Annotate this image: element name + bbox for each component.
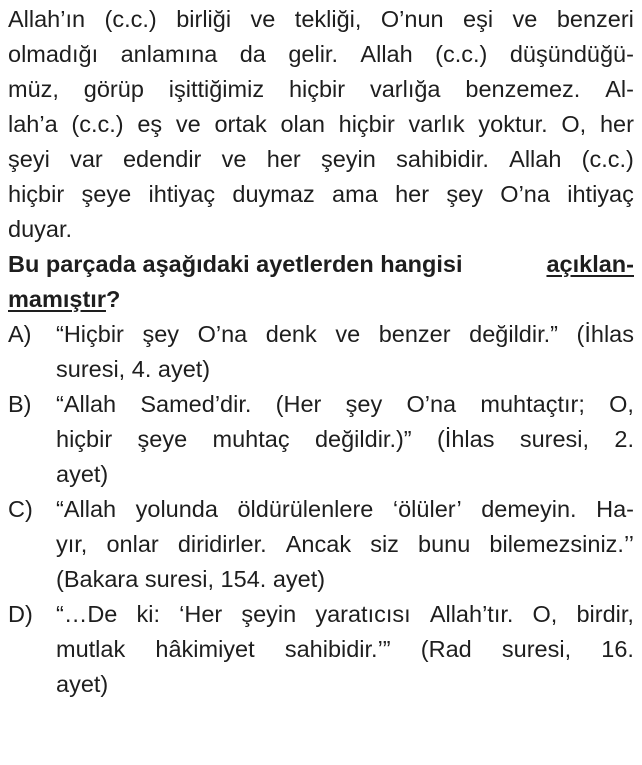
- passage-line: [8, 72, 634, 106]
- word: olmadığı: [8, 41, 99, 67]
- word: mutlak: [56, 636, 126, 662]
- option-letter: B): [8, 391, 32, 417]
- option-text-line: (Bakara suresi, 154. ayet): [56, 566, 326, 592]
- option-letter: D): [8, 601, 33, 627]
- word: hâkimiyet: [155, 636, 255, 662]
- word: tekliği,: [294, 6, 362, 32]
- passage-line: [8, 142, 634, 176]
- word: Allah: [509, 146, 562, 172]
- option-text-line: ayet): [56, 671, 109, 697]
- word: sahibidir.’”: [284, 636, 391, 662]
- word: gelir.: [288, 41, 338, 67]
- word: O’na: [500, 181, 550, 207]
- word: Ha-: [596, 496, 634, 522]
- question-mark: ?: [105, 286, 121, 312]
- option-text-line: [56, 597, 634, 631]
- word: onlar: [106, 531, 159, 557]
- word: denk: [265, 321, 317, 347]
- word: değildir.”: [469, 321, 558, 347]
- word: ve: [250, 6, 276, 32]
- word: 16.: [601, 636, 634, 662]
- word: benzeri: [556, 6, 634, 32]
- word: hiçbir: [8, 181, 65, 207]
- option-text-line: ayet): [56, 461, 109, 487]
- word: yaratıcısı: [315, 601, 411, 627]
- option-text-line: [56, 422, 634, 456]
- word: Al-: [605, 76, 634, 102]
- word: hiçbir: [338, 111, 395, 137]
- word: düşündüğü-: [509, 41, 634, 67]
- word: duymaz: [232, 181, 315, 207]
- passage-line: [8, 177, 634, 211]
- word: (c.c.): [71, 111, 124, 137]
- word: “Hiçbir: [56, 321, 124, 347]
- question-emphasis: mamıştır: [8, 286, 106, 312]
- word: müz,: [8, 76, 59, 102]
- word: siz: [370, 531, 399, 557]
- word: şeye: [137, 426, 188, 452]
- word: ihtiyaç: [567, 181, 634, 207]
- option-text-line: [56, 387, 634, 421]
- word: bunu: [418, 531, 471, 557]
- word: görüp: [83, 76, 144, 102]
- word: varlık: [408, 111, 465, 137]
- word: (c.c.): [581, 146, 634, 172]
- word: şey: [446, 181, 483, 207]
- option-text-line: [56, 632, 634, 666]
- word: yolunda: [135, 496, 218, 522]
- word: ve: [221, 146, 247, 172]
- word: muhtaç: [212, 426, 290, 452]
- word: ihtiyaç: [148, 181, 216, 207]
- word: ortak: [214, 111, 267, 137]
- word: ama: [332, 181, 378, 207]
- word: işittiğimiz: [168, 76, 265, 102]
- passage-line: [8, 107, 634, 141]
- word: olan: [280, 111, 325, 137]
- word: “…De: [56, 601, 118, 627]
- option-text-line: [56, 527, 634, 561]
- option-text-line: [56, 317, 634, 351]
- word: hiçbir: [288, 76, 346, 102]
- question-emphasis: açıklan-: [546, 251, 634, 277]
- word: anlamına: [120, 41, 218, 67]
- word: edendir: [122, 146, 202, 172]
- word: suresi,: [501, 636, 572, 662]
- word: bilemezsiniz.’’: [489, 531, 634, 557]
- word: (c.c.): [104, 6, 157, 32]
- word: ‘ölüler’: [392, 496, 462, 522]
- question-line: [8, 282, 120, 316]
- word: her: [266, 146, 301, 172]
- word: birdir,: [576, 601, 634, 627]
- question-line: [8, 247, 634, 281]
- word: (İhlas: [576, 321, 634, 347]
- word: (c.c.): [435, 41, 488, 67]
- word: lah’a: [8, 111, 58, 137]
- word: demeyin.: [481, 496, 577, 522]
- word: (Her: [275, 391, 322, 417]
- word: ve: [512, 6, 538, 32]
- passage-line: [8, 37, 634, 71]
- word: O,: [609, 391, 634, 417]
- word: (İhlas: [436, 426, 495, 452]
- word: benzemez.: [465, 76, 581, 102]
- word: 2.: [614, 426, 634, 452]
- word: her: [395, 181, 430, 207]
- word: O’na: [406, 391, 457, 417]
- word: şeyin: [320, 146, 376, 172]
- word: benzer: [378, 321, 451, 347]
- word: var: [70, 146, 103, 172]
- word: şeyin: [241, 601, 297, 627]
- option-letter: A): [8, 321, 32, 347]
- word: Allah’ın: [8, 6, 86, 32]
- word: O,: [532, 601, 558, 627]
- word: diridirler.: [177, 531, 267, 557]
- word: Samed’dir.: [140, 391, 252, 417]
- word: her: [599, 111, 634, 137]
- word: şey: [345, 391, 383, 417]
- word: yır,: [56, 531, 88, 557]
- word: ‘Her: [179, 601, 223, 627]
- word: hiçbir: [56, 426, 113, 452]
- word: sahibidir.: [396, 146, 489, 172]
- word: yoktur.: [478, 111, 548, 137]
- word: “Allah: [56, 496, 117, 522]
- word: şeye: [81, 181, 132, 207]
- word: eş: [137, 111, 163, 137]
- word: O’na: [197, 321, 248, 347]
- option-text-line: [56, 492, 634, 526]
- word: eşi: [463, 6, 494, 32]
- word: (Rad: [420, 636, 472, 662]
- word: O,: [561, 111, 587, 137]
- word: şeyi: [8, 146, 50, 172]
- word: da: [239, 41, 266, 67]
- passage-line: [8, 2, 634, 36]
- word: muhtaçtır;: [480, 391, 585, 417]
- word: değildir.)”: [314, 426, 412, 452]
- word: şey: [142, 321, 180, 347]
- word: ki:: [136, 601, 160, 627]
- word: Ancak: [285, 531, 352, 557]
- word: birliği: [176, 6, 232, 32]
- passage-line: duyar.: [8, 216, 73, 242]
- word: öldürülenlere: [237, 496, 374, 522]
- word: “Allah: [56, 391, 117, 417]
- option-text-line: suresi, 4. ayet): [56, 356, 211, 382]
- word: ve: [175, 111, 201, 137]
- word: Allah’tır.: [429, 601, 514, 627]
- question-text: Bu parçada aşağıdaki ayetlerden hangisi: [8, 251, 463, 277]
- word: suresi,: [519, 426, 590, 452]
- option-letter: C): [8, 496, 33, 522]
- word: ve: [335, 321, 361, 347]
- word: Allah: [360, 41, 413, 67]
- word: varlığa: [369, 76, 441, 102]
- word: O’nun: [380, 6, 444, 32]
